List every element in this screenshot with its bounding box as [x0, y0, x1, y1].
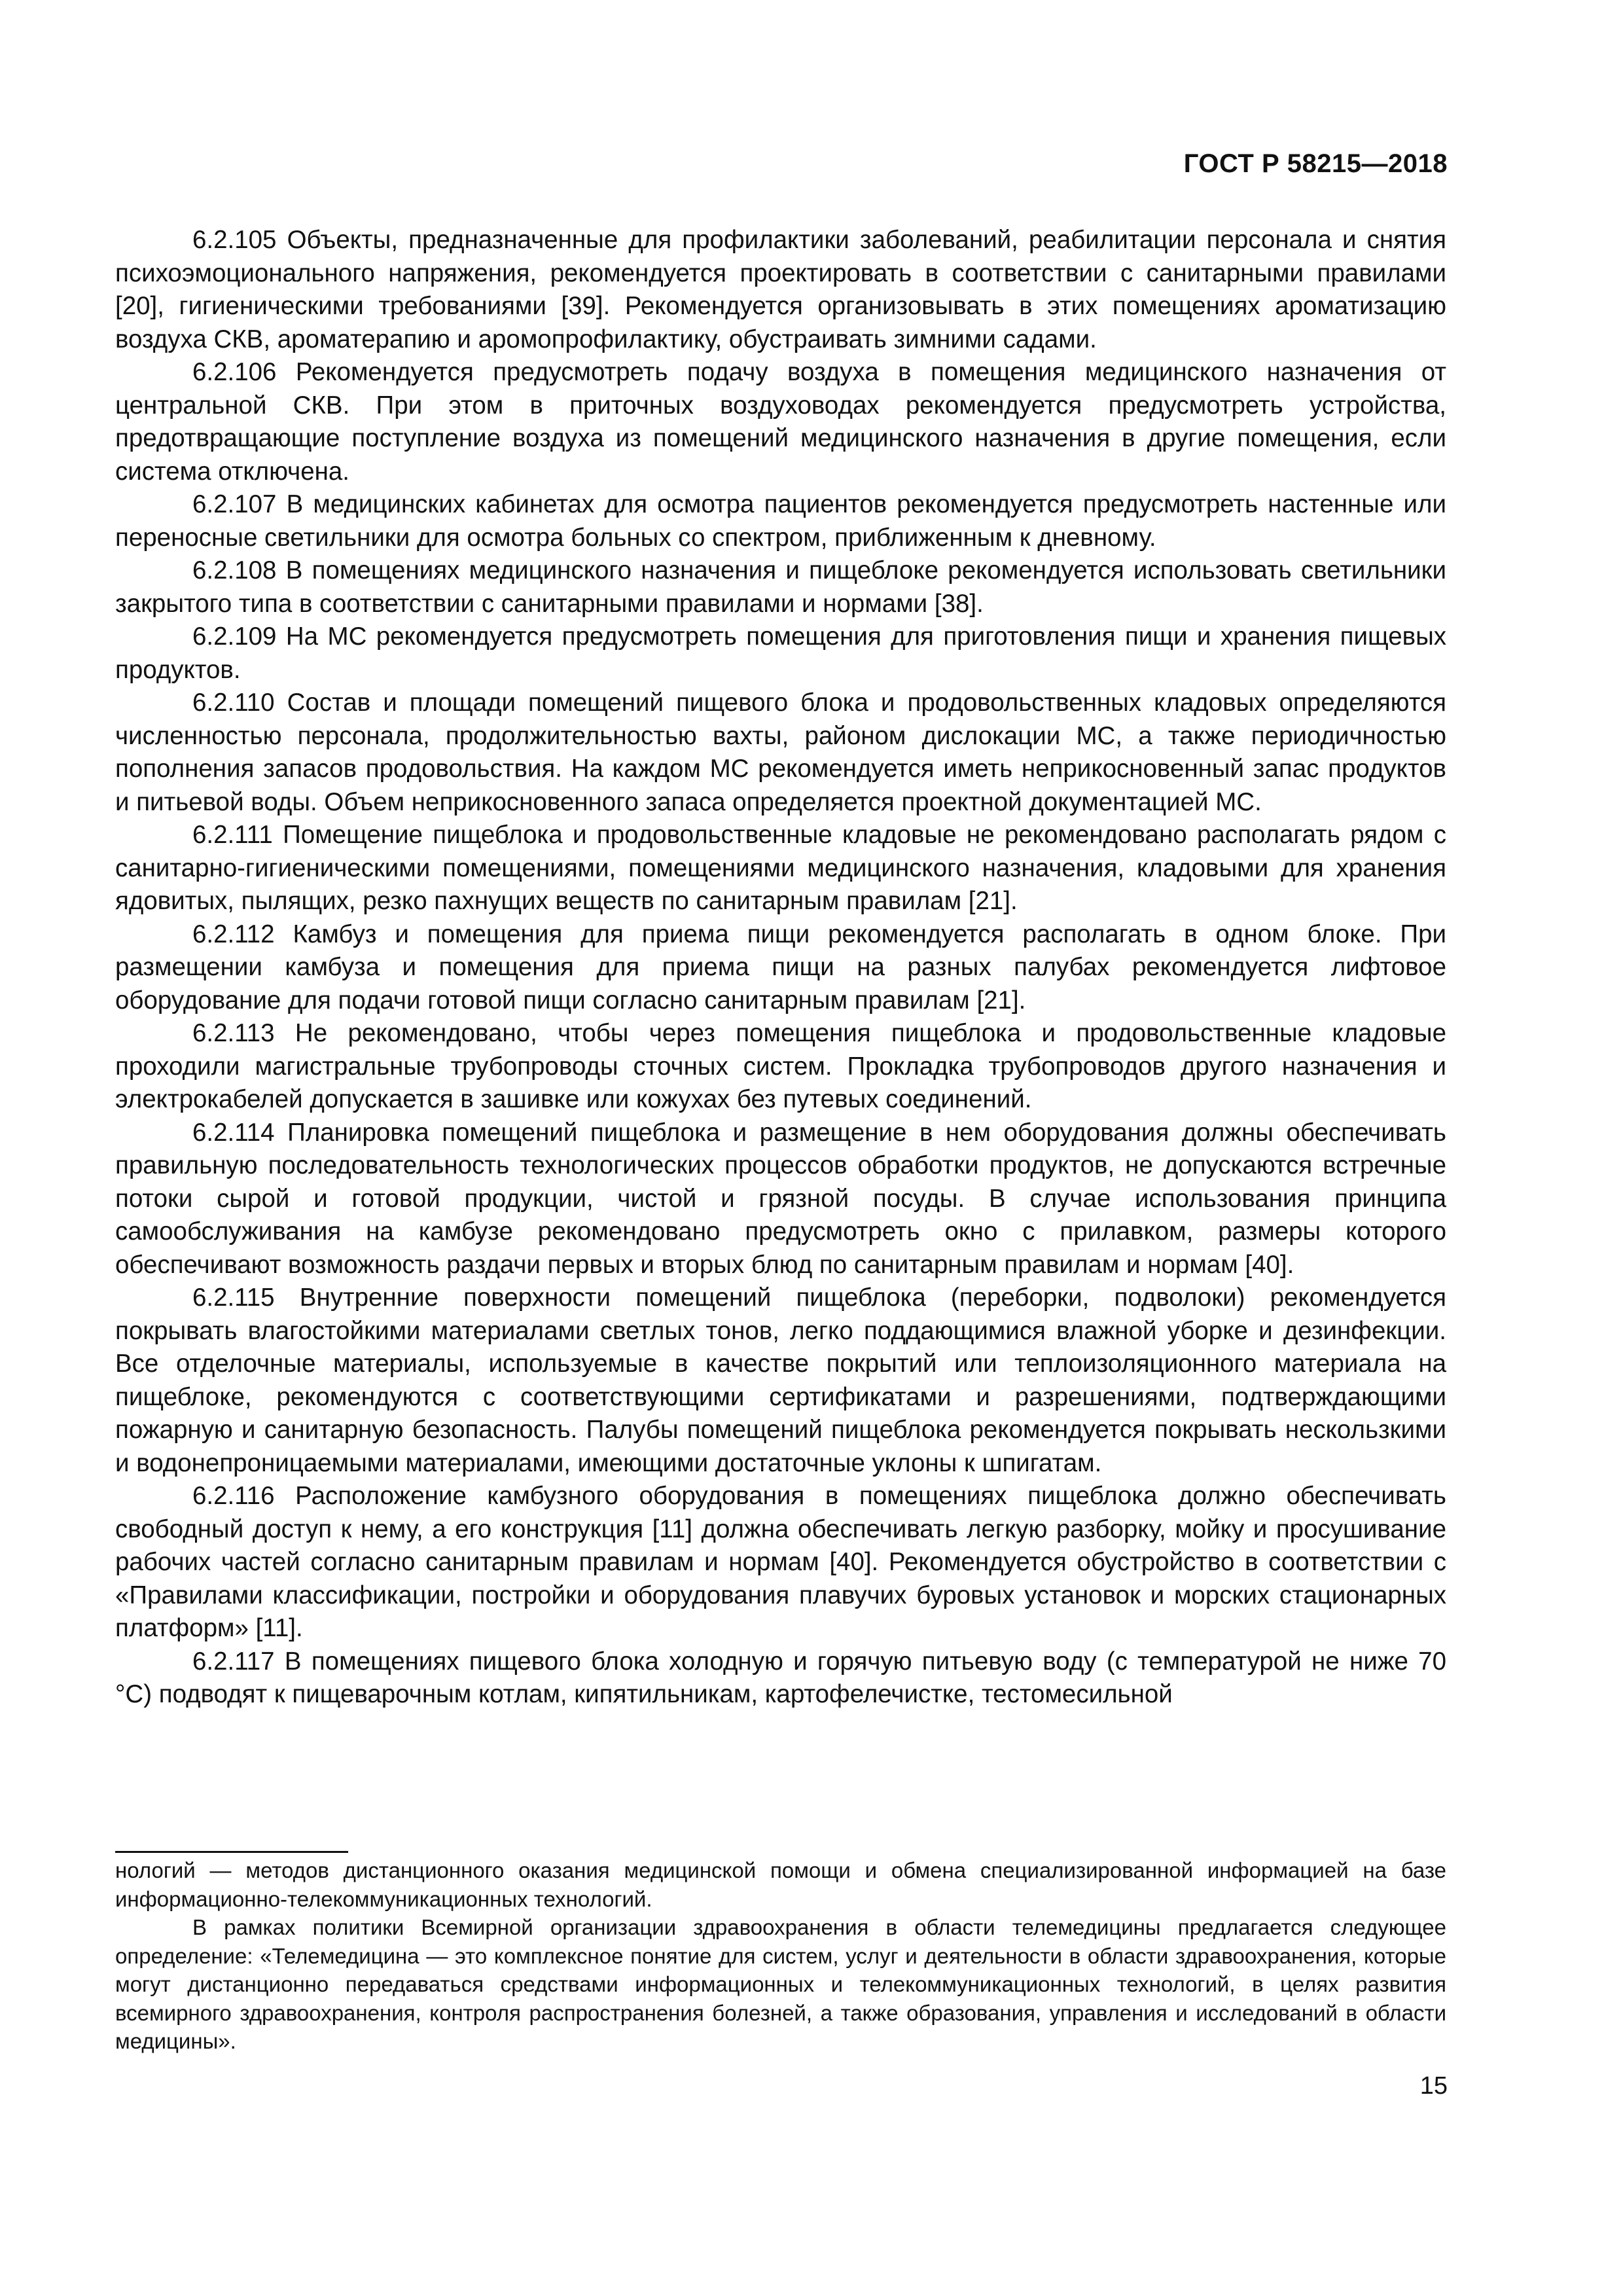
paragraph-6-2-116: 6.2.116 Расположение камбузного оборудования в помещениях пищеблока должно обеспечивать свободный доступ к нему, а его конструкция [11] должна обеспечивать легкую разборку, мойку и просушивание рабочих частей согласно санитарным правилам и нормам [40]. Рекомендуется обустройство в соответствии с «Правилами классификации, постройки и оборудования плавучих буровых установок и морских стационарных платформ» [11].: [115, 1482, 1446, 1642]
paragraph-6-2-105: 6.2.105 Объекты, предназначенные для профилактики заболеваний, реабилитации персонала и снятия психоэмоционального напряжения, рекомендуется проектировать в соответствии с санитарными правилами [20], гигиеническими требованиями [39]. Рекомендуется организовывать в этих помещениях ароматизацию воздуха СКВ, ароматерапию и аромопрофилактику, обустраивать зимними садами.: [115, 226, 1446, 353]
paragraph-6-2-109: 6.2.109 На МС рекомендуется предусмотреть помещения для приготовления пищи и хранения пищевых продуктов.: [115, 622, 1446, 684]
footnote-paragraph: В рамках политики Всемирной организации здравоохранения в области телемедицины предлагается следующее определение: «Телемедицина — это комплексное понятие для систем, услуг и деятельности в области здравоохранения, которые могут дистанционно передаваться средствами информационных и телекоммуникационных технологий, в целях развития всемирного здравоохранения, контроля распространения болезней, а также образования, управления и исследований в области медицины».: [115, 1915, 1446, 2053]
paragraph-6-2-112: 6.2.112 Камбуз и помещения для приема пищи рекомендуется располагать в одном блоке. При размещении камбуза и помещения для приема пищи на разных палубах рекомендуется лифтовое оборудование для подачи готовой пищи согласно санитарным правилам [21].: [115, 920, 1446, 1014]
paragraph-6-2-106: 6.2.106 Рекомендуется предусмотреть подачу воздуха в помещения медицинского назначения от центральной СКВ. При этом в приточных воздуховодах рекомендуется предусмотреть устройства, предотвращающие поступление воздуха из помещений медицинского назначения в другие помещения, если система отключена.: [115, 358, 1446, 486]
standard-code-header: ГОСТ Р 58215—2018: [1183, 149, 1448, 178]
paragraph-6-2-108: 6.2.108 В помещениях медицинского назначения и пищеблоке рекомендуется использовать светильники закрытого типа в соответствии с санитарными правилами и нормами [38].: [115, 556, 1446, 618]
page-number: 15: [1419, 2072, 1448, 2100]
footnote-continuation: нологий — методов дистанционного оказания медицинской помощи и обмена специализированной информацией на базе информационно-телекоммуникационных технологий.: [115, 1858, 1446, 1911]
paragraph-6-2-114: 6.2.114 Планировка помещений пищеблока и размещение в нем оборудования должны обеспечивать правильную последовательность технологических процессов обработки продуктов, не допускаются встречные потоки сырой и готовой продукции, чистой и грязной посуды. В случае использования принципа самообслуживания на камбузе рекомендовано предусмотреть окно с прилавком, размеры которого обеспечивают возможность раздачи первых и вторых блюд по санитарным правилам и нормам [40].: [115, 1118, 1446, 1279]
footnotes: [115, 1856, 1446, 2056]
paragraph-6-2-107: 6.2.107 В медицинских кабинетах для осмотра пациентов рекомендуется предусмотреть настенные или переносные светильники для осмотра больных со спектром, приближенным к дневному.: [115, 490, 1446, 552]
paragraph-6-2-110: 6.2.110 Состав и площади помещений пищевого блока и продовольственных кладовых определяются численностью персонала, продолжительностью вахты, районом дислокации МС, а также периодичностью пополнения запасов продовольствия. На каждом МС рекомендуется иметь неприкосновенный запас продуктов и питьевой воды. Объем неприкосновенного запаса определяется проектной документацией МС.: [115, 689, 1446, 816]
paragraph-6-2-113: 6.2.113 Не рекомендовано, чтобы через помещения пищеблока и продовольственные кладовые проходили магистральные трубопроводы сточных систем. Прокладка трубопроводов другого назначения и электрокабелей допускается в зашивке или кожухах без путевых соединений.: [115, 1019, 1446, 1113]
paragraph-6-2-115: 6.2.115 Внутренние поверхности помещений пищеблока (переборки, подволоки) рекомендуется покрывать влагостойкими материалами светлых тонов, легко поддающимися влажной уборке и дезинфекции. Все отделочные материалы, используемые в качестве покрытий или теплоизоляционного материала на пищеблоке, рекомендуются с соответствующими сертификатами и разрешениями, подтверждающими пожарную и санитарную безопасность. Палубы помещений пищеблока рекомендуется покрывать нескользкими и водонепроницаемыми материалами, имеющими достаточные уклоны к шпигатам.: [115, 1283, 1446, 1477]
document-body: [115, 224, 1446, 1712]
footnote-separator: [115, 1851, 348, 1853]
paragraph-6-2-117: 6.2.117 В помещениях пищевого блока холодную и горячую питьевую воду (с температурой не ниже 70 °С) подводят к пищеварочным котлам, кипятильникам, картофелечистке, тестомесильной: [115, 1647, 1446, 1708]
paragraph-6-2-111: 6.2.111 Помещение пищеблока и продовольственные кладовые не рекомендовано располагать рядом с санитарно-гигиеническими помещениями, помещениями медицинского назначения, кладовыми для хранения ядовитых, пылящих, резко пахнущих веществ по санитарным правилам [21].: [115, 821, 1446, 915]
